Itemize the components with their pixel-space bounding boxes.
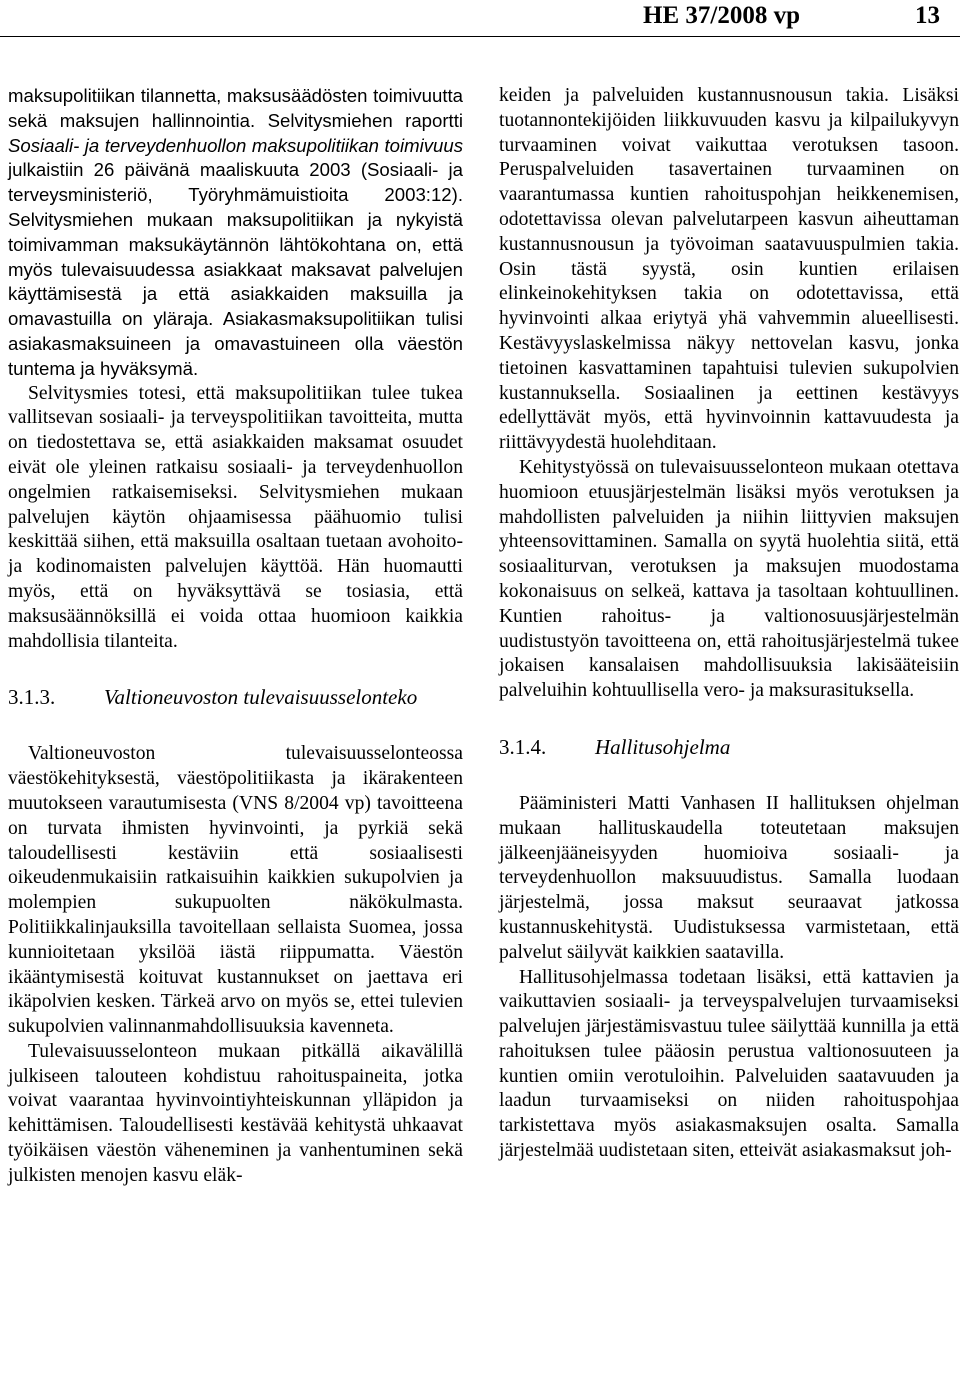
report-title: Sosiaali- ja terveydenhuollon maksupolitiikan toimivuus (8, 134, 463, 156)
paragraph: Pääministeri Matti Vanhasen II hallituksen ohjelman mukaan hallituskaudella toteutetaan maksujen jälkeenjääneisyyden huomioiva sosiaali- ja terveydenhuollon maksuuudistus. Samalla luodaan järjestelmä, jossa maksut seuraavat jatkossa kustannuskehitystä. Uudistuksessa varmistetaan, että palvelut säilyvät kaikkien saatavilla. (499, 792, 959, 963)
section-number: 3.1.3. (8, 685, 56, 710)
section-number: 3.1.4. (499, 734, 547, 759)
paragraph-text: julkaistiin 26 päivänä maaliskuuta 2003 (Sosiaali- ja terveysministeriö, Työryhmämuistioita 2003:12). Selvitysmiehen mukaan maksupolitiikan ja nykyistä toimivamman maksukäytännön lähtökohtana on, että myös tulevaisuudessa asiakkaat maksavat palvelujen käyttämisestä ja että asiakkaiden maksuilla ja omavastuilla on yläraja. Asiakasmaksupolitiikan tulisi asiakasmaksuineen ja omavastuineen olla väestön tuntema ja hyväksymä. (8, 159, 463, 379)
paragraph: Selvitysmies totesi, että maksupolitiikan tulee tukea vallitsevan sosiaali- ja terveyspolitiikan tavoitteita, mutta on tiedostettava se, että asiakkaiden maksamat osuudet eivät ole yleinen ratkaisu sosiaali- ja terveydenhuollon ongelmien ratkaisemiseksi. Selvitysmiehen mukaan palvelujen käytön ohjaamisessa päähuomio tulisi keskittää siihen, että maksuilla osaltaan tuetaan avohoito- ja kodinomaisten palvelujen käyttöä. Hän huomautti myös, että on hyväksyttävä se tosiasia, että maksusäännöksillä ei voida ottaa huomioon kaikkia mahdollisia tilanteita. (8, 382, 463, 652)
right-column (499, 84, 959, 1164)
paragraph: Valtioneuvoston tulevaisuusselonteossa väestökehityksestä, väestöpolitiikasta ja ikärakenteen muutokseen varautumisesta (VNS 8/2004 vp) tavoitteena on turvata ihmisten hyvinvointi, ja pyrkiä sekä taloudellisesti kestäviin että sosiaalisesti oikeudenmukaisiin ratkaisuihin kaikkien sukupolvien ja molempien sukupuolten näkökulmasta. Politiikkalinjauksilla tavoitellaan sellaista Suomea, jossa kunnioitetaan yksilöä iästä riippumatta. Väestön ikääntymisestä koituvat kustannukset on jaettava eri ikäpolvien kesken. Tärkeä arvo on myös se, ettei tulevien sukupolvien valinnanmahdollisuuksia kavenneta. (8, 743, 463, 1038)
paragraph: Tulevaisuusselonteon mukaan pitkällä aikavälillä julkiseen talouteen kohdistuu rahoituspaineita, jotka voivat vaarantaa hyvinvointiyhteiskunnan ylläpidon ja kehittämisen. Taloudellisesti kestävää kehitystä uhkaavat työikäisen väestön väheneminen ja vanhentuminen sekä julkisten menojen kasvu eläk- (8, 1040, 463, 1186)
section-heading (499, 734, 959, 760)
paragraph: keiden ja palveluiden kustannusnousun takia. Lisäksi tuotannontekijöiden liikkuvuuden kasvu ja kilpailukyvyn turvaaminen voivat vaikuttaa verotuksen tasoon. Peruspalveluiden tasavertainen turvaaminen on vaarantumassa kuntien rahoituspohjan heikkenemisen, odotettavissa olevan palvelutarpeen kasvun aiheuttaman kustannusnousun ja työvoiman saatavuuspulmien takia. Osin tästä syystä, osin kuntien erilaisen elinkeinokehityksen takia on odotettavissa, että hyvinvointi alkaa eriytyä yhä vahvemmin alueellisesti. Kestävyyslaskelmissa näkyy nettovelan kasvu, jonka tietoinen kasvattaminen tapahtuisi tulevien sukupolvien kustannuksella. Sosiaalinen ja eettinen kestävyys edellyttävät myös, että hyvinvoinnin kattavuudesta ja riittävyydestä huolehditaan. (499, 85, 959, 454)
section-title: Hallitusohjelma (595, 734, 731, 759)
paragraph-text: maksupolitiikan tilannetta, maksusäädösten toimivuutta sekä maksujen hallinnointia. Selvitysmiehen raportti (8, 85, 463, 131)
section-heading (8, 684, 463, 710)
document-id: HE 37/2008 vp (643, 2, 800, 29)
left-column (8, 84, 463, 1189)
section-title: Valtioneuvoston tulevaisuusselonteko (104, 685, 418, 710)
paragraph: Kehitystyössä on tulevaisuusselonteon mukaan otettava huomioon etuusjärjestelmän lisäksi myös verotuksen ja mahdollisten palveluiden ja niihin liittyvien maksujen yhteensovittaminen. Samalla on syytä huolehtia siitä, että sosiaaliturvan, verotuksen ja maksujen muodostama kokonaisuus on selkeä, kattava ja tasoltaan kohtuullinen. Kuntien rahoitus- ja valtionosuusjärjestelmän uudistustyön tavoitteena on, että rahoitusjärjestelmä tukee jokaisen kansalaisen mahdollisuuksia lakisääteisiin palveluihin kohtuullisella vero- ja maksurasituksella. (499, 456, 959, 702)
paragraph (8, 84, 463, 382)
page-number: 13 (915, 2, 940, 29)
paragraph: Hallitusohjelmassa todetaan lisäksi, että kattavien ja vaikuttavien sosiaali- ja terveyspalvelujen turvaamiseksi palvelujen järjestämisvastuu tulee säilyttää kunnilla ja että rahoituksen tulee pääosin perustua valtionosuuteen ja kuntien omiin verotuloihin. Palveluiden saatavuuden ja laadun turvaamiseksi on niiden rahoituspohjaa tarkistettava myös asiakasmaksujen osalta. Samalla järjestelmää uudistetaan siten, etteivät asiakasmaksut joh- (499, 966, 959, 1162)
page-header (0, 0, 960, 37)
